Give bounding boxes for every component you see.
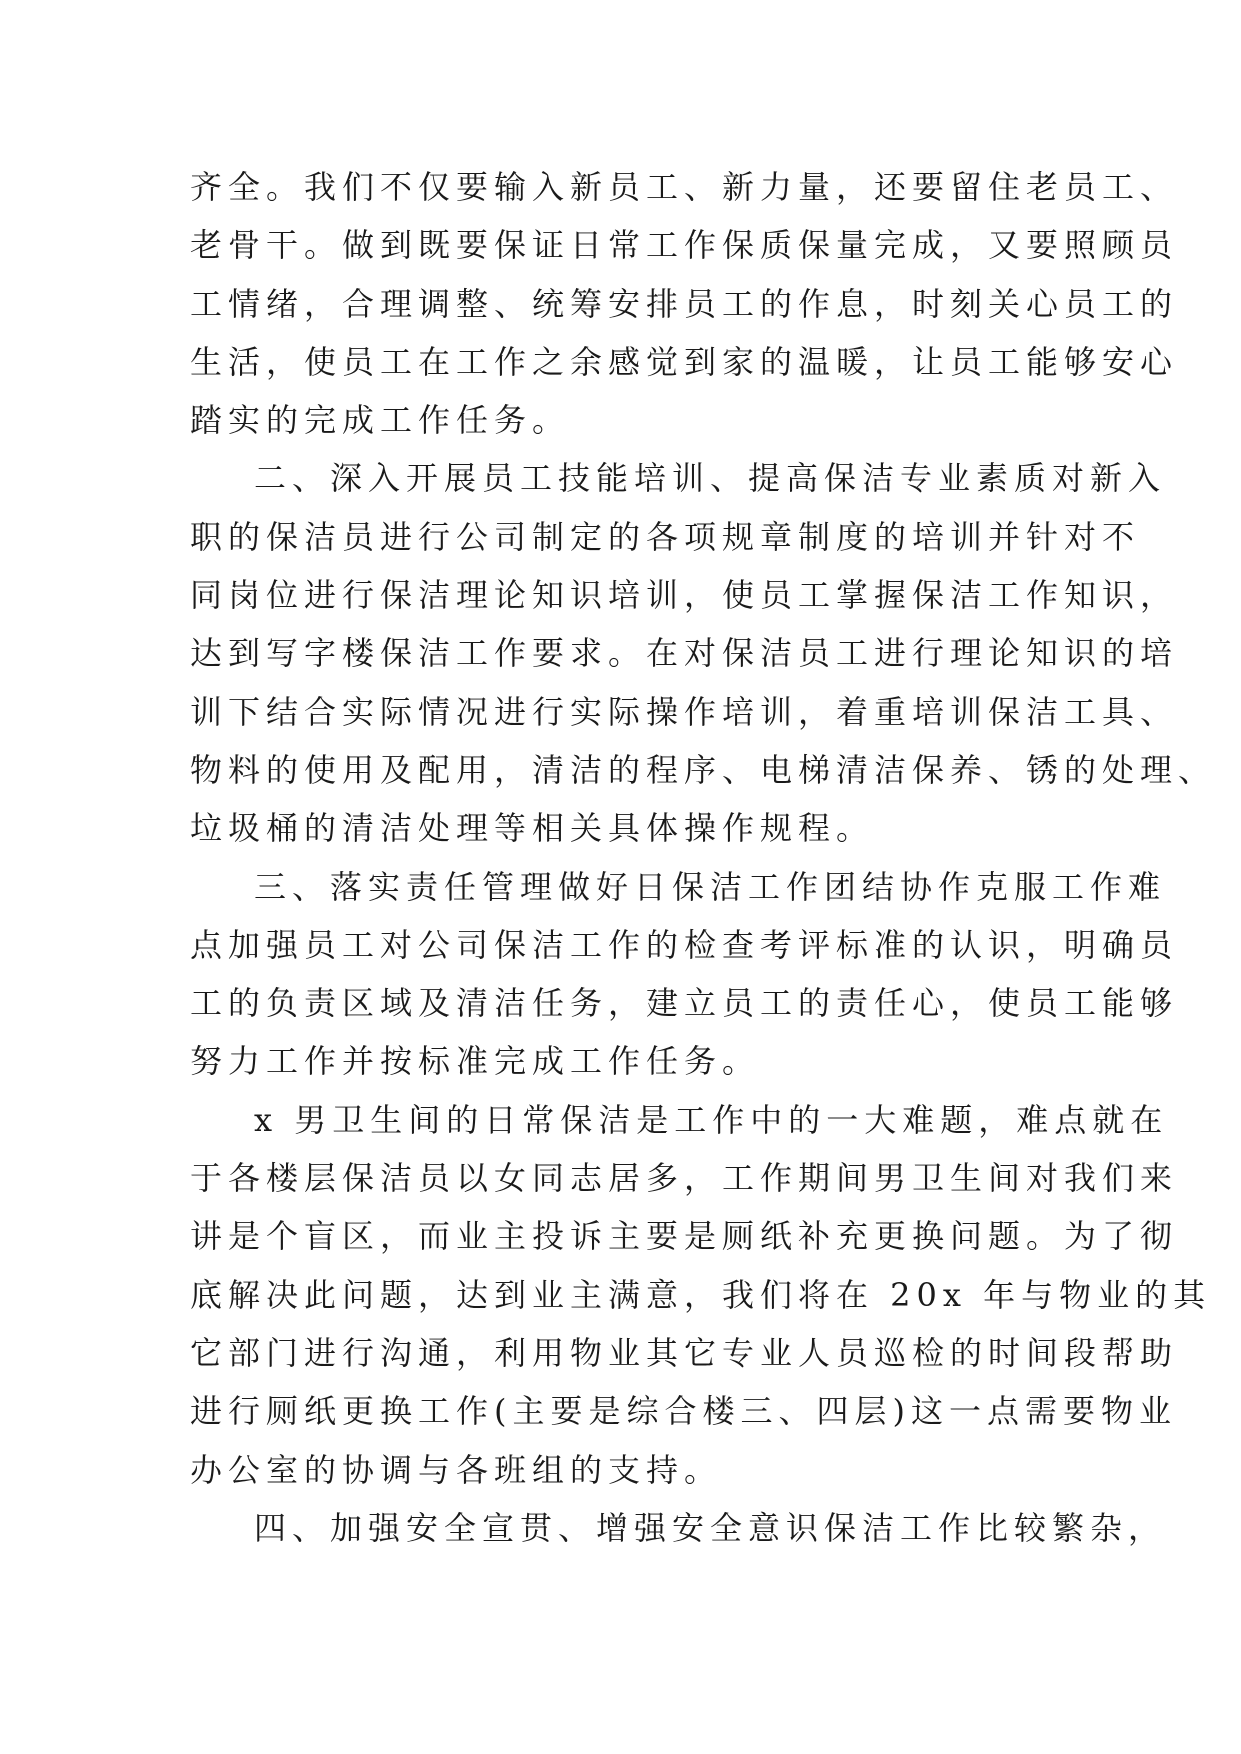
text-line: 办公室的协调与各班组的支持。	[190, 1450, 723, 1489]
text-line: 底解决此问题，达到业主满意，我们将在 20x 年与物业的其	[190, 1275, 1212, 1314]
text-line: 讲是个盲区，而业主投诉主要是厕纸补充更换问题。为了彻	[190, 1217, 1179, 1256]
text-line: 努力工作并按标准完成工作任务。	[190, 1042, 761, 1081]
document-body	[190, 158, 1217, 1557]
text-line: 它部门进行沟通，利用物业其它专业人员巡检的时间段帮助	[190, 1333, 1179, 1372]
text-line: 踏实的完成工作任务。	[190, 401, 571, 440]
text-line: 工情绪，合理调整、统筹安排员工的作息，时刻关心员工的	[190, 284, 1179, 323]
text-line: 训下结合实际情况进行实际操作培训，着重培训保洁工具、	[190, 692, 1179, 731]
text-line: 于各楼层保洁员以女同志居多，工作期间男卫生间对我们来	[190, 1159, 1179, 1198]
paragraph-first-line: 四、加强安全宣贯、增强安全意识保洁工作比较繁杂，	[254, 1508, 1167, 1547]
text-line: 垃圾桶的清洁处理等相关具体操作规程。	[190, 809, 875, 848]
text-line: 生活，使员工在工作之余感觉到家的温暖，让员工能够安心	[190, 342, 1179, 381]
paragraph-first-line: 二、深入开展员工技能培训、提高保洁专业素质对新入	[254, 459, 1167, 498]
text-line: 职的保洁员进行公司制定的各项规章制度的培训并针对不	[190, 517, 1141, 556]
text-line: 工的负责区域及清洁任务，建立员工的责任心，使员工能够	[190, 984, 1179, 1023]
text-line: 同岗位进行保洁理论知识培训，使员工掌握保洁工作知识，	[190, 576, 1179, 615]
text-line: 物料的使用及配用，清洁的程序、电梯清洁保养、锈的处理、	[190, 750, 1217, 789]
paragraph-first-line: x 男卫生间的日常保洁是工作中的一大难题，难点就在	[254, 1100, 1169, 1139]
text-line: 老骨干。做到既要保证日常工作保质保量完成，又要照顾员	[190, 226, 1179, 265]
text-line: 进行厕纸更换工作(主要是综合楼三、四层)这一点需要物业	[190, 1392, 1177, 1431]
text-line: 齐全。我们不仅要输入新员工、新力量，还要留住老员工、	[190, 168, 1179, 206]
paragraph-first-line: 三、落实责任管理做好日保洁工作团结协作克服工作难	[254, 867, 1167, 906]
text-line: 达到写字楼保洁工作要求。在对保洁员工进行理论知识的培	[190, 634, 1179, 673]
text-line: 点加强员工对公司保洁工作的检查考评标准的认识，明确员	[190, 925, 1179, 964]
